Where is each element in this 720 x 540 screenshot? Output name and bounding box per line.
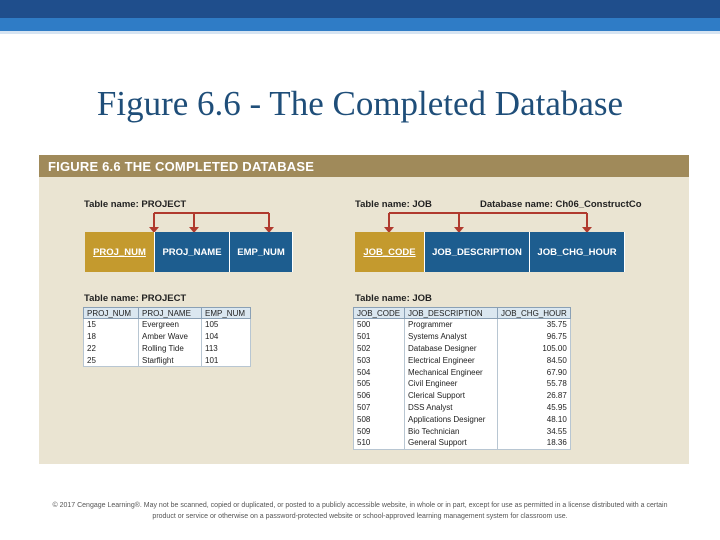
cell: 67.90 xyxy=(498,366,571,378)
project-table-name-label: Table name: PROJECT xyxy=(84,199,187,210)
key-job-code: JOB_CODE xyxy=(355,232,425,272)
table-row xyxy=(354,366,571,378)
col-header: PROJ_NAME xyxy=(139,308,202,319)
key-job-chg-hour: JOB_CHG_HOUR xyxy=(530,232,625,272)
col-header: JOB_CODE xyxy=(354,308,405,319)
col-header: JOB_DESCRIPTION xyxy=(405,308,498,319)
cell: 22 xyxy=(84,343,139,355)
cell: 500 xyxy=(354,319,405,331)
cell: 45.95 xyxy=(498,402,571,414)
col-header: EMP_NUM xyxy=(202,308,251,319)
table-row xyxy=(354,425,571,437)
job-table-header-row xyxy=(354,308,571,319)
top-banner-divider xyxy=(0,31,720,34)
top-banner-dark xyxy=(0,0,720,18)
key-job-description: JOB_DESCRIPTION xyxy=(425,232,530,272)
cell: 84.50 xyxy=(498,354,571,366)
cell: DSS Analyst xyxy=(405,402,498,414)
cell: Evergreen xyxy=(139,319,202,331)
cell: 105 xyxy=(202,319,251,331)
cell: 506 xyxy=(354,390,405,402)
cell: Bio Technician xyxy=(405,425,498,437)
cell: 55.78 xyxy=(498,378,571,390)
cell: 48.10 xyxy=(498,413,571,425)
cell: 510 xyxy=(354,437,405,449)
cell: 18 xyxy=(84,331,139,343)
table-row xyxy=(354,402,571,414)
col-header: JOB_CHG_HOUR xyxy=(498,308,571,319)
col-header: PROJ_NUM xyxy=(84,308,139,319)
cell: 96.75 xyxy=(498,331,571,343)
cell: Programmer xyxy=(405,319,498,331)
cell: Mechanical Engineer xyxy=(405,366,498,378)
project-table-header-row xyxy=(84,308,251,319)
cell: Civil Engineer xyxy=(405,378,498,390)
key-proj-name: PROJ_NAME xyxy=(155,232,230,272)
table-row xyxy=(84,354,251,366)
cell: 25 xyxy=(84,354,139,366)
cell: Rolling Tide xyxy=(139,343,202,355)
figure-panel xyxy=(39,155,689,464)
cell: 509 xyxy=(354,425,405,437)
cell: General Support xyxy=(405,437,498,449)
project-table xyxy=(83,307,251,367)
table-row xyxy=(354,390,571,402)
table-row xyxy=(354,319,571,331)
slide-title: Figure 6.6 - The Completed Database xyxy=(96,84,624,123)
table-row xyxy=(354,343,571,355)
cell: Clerical Support xyxy=(405,390,498,402)
job-table xyxy=(353,307,571,450)
cell: Amber Wave xyxy=(139,331,202,343)
key-proj-num: PROJ_NUM xyxy=(85,232,155,272)
cell: 505 xyxy=(354,378,405,390)
cell: 113 xyxy=(202,343,251,355)
cell: 15 xyxy=(84,319,139,331)
cell: Starflight xyxy=(139,354,202,366)
copyright-footer: © 2017 Cengage Learning®. May not be scanned, copied or duplicated, or posted to a publicly accessible website, in whole or in part, except for use as permitted in a license distributed with a certain product or service or otherwise on a password-protected website or school-approved learning management system for classroom use. xyxy=(52,502,668,520)
table-row xyxy=(84,343,251,355)
relationship-arrows xyxy=(39,155,689,235)
cell: 101 xyxy=(202,354,251,366)
table-row xyxy=(354,437,571,449)
cell: 35.75 xyxy=(498,319,571,331)
job-table-name-label: Table name: JOB xyxy=(355,199,432,210)
cell: 105.00 xyxy=(498,343,571,355)
cell: Database Designer xyxy=(405,343,498,355)
cell: 501 xyxy=(354,331,405,343)
top-banner-light xyxy=(0,18,720,31)
cell: 507 xyxy=(354,402,405,414)
table-row xyxy=(354,378,571,390)
cell: 502 xyxy=(354,343,405,355)
table-row xyxy=(354,413,571,425)
cell: 18.36 xyxy=(498,437,571,449)
table-row xyxy=(84,319,251,331)
cell: 504 xyxy=(354,366,405,378)
key-emp-num: EMP_NUM xyxy=(230,232,293,272)
cell: 503 xyxy=(354,354,405,366)
database-name-label: Database name: Ch06_ConstructCo xyxy=(480,199,642,210)
cell: 34.55 xyxy=(498,425,571,437)
cell: 26.87 xyxy=(498,390,571,402)
cell: 508 xyxy=(354,413,405,425)
figure-caption: FIGURE 6.6 THE COMPLETED DATABASE xyxy=(48,159,315,174)
job-table-caption: Table name: JOB xyxy=(355,293,432,304)
cell: 104 xyxy=(202,331,251,343)
table-row xyxy=(354,354,571,366)
project-table-caption: Table name: PROJECT xyxy=(84,293,187,304)
cell: Electrical Engineer xyxy=(405,354,498,366)
cell: Applications Designer xyxy=(405,413,498,425)
table-row xyxy=(354,331,571,343)
table-row xyxy=(84,331,251,343)
cell: Systems Analyst xyxy=(405,331,498,343)
